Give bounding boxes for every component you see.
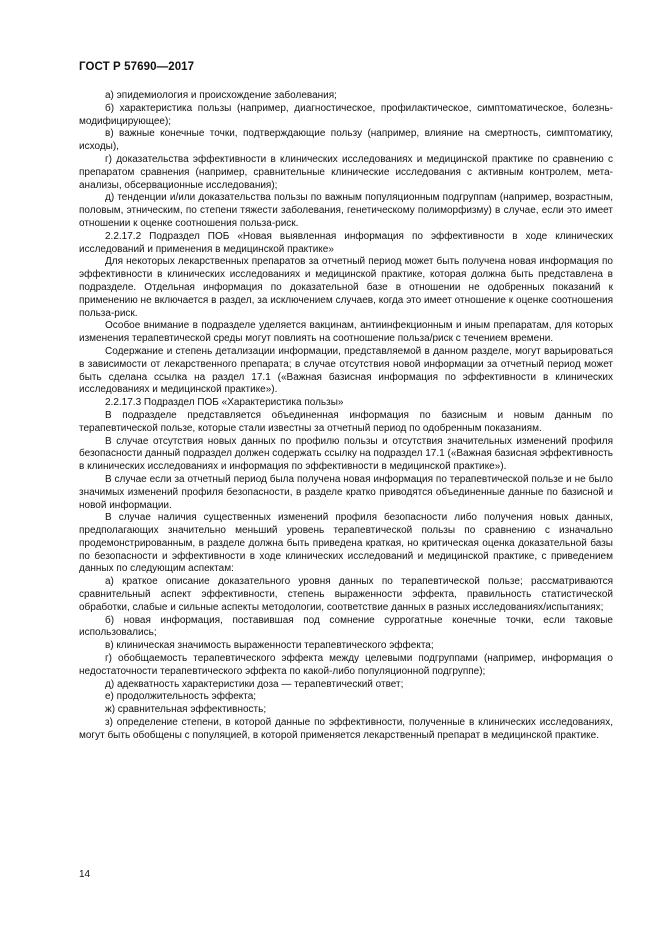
- paragraph: Содержание и степень детализации информации, представляемой в данном разделе, могут варьироваться в зависимости от лекарственного препарата; в случае отсутствия новой информации за отчетный период может быть сделана ссылка на раздел 17.1 («Важная базисная информация по эффективности в клинических исследованиях и медицинской практике»).: [79, 345, 613, 396]
- paragraph: з) определение степени, в которой данные по эффективности, полученные в клинических исследованиях, могут быть обобщены с популяцией, в которой применяется лекарственный препарат в медицинской практике.: [79, 717, 613, 741]
- paragraph: д) адекватность характеристики доза — терапевтический ответ;: [105, 678, 404, 690]
- paragraph: в) важные конечные точки, подтверждающие пользу (например, влияние на смертность, симптоматику, исходы),: [79, 128, 613, 153]
- document-body: [79, 90, 613, 743]
- paragraph: в) клиническая значимость выраженности терапевтического эффекта;: [105, 640, 434, 652]
- paragraph: а) краткое описание доказательного уровня данных по терапевтической пользе; рассматриваются сравнительный аспект эффективности, степень выраженности эффекта, правильность статистической обработки, слабые и сильные аспекты методологии, соответствие данных в разных исследованиях/испытаниях;: [79, 576, 613, 613]
- paragraph: б) новая информация, поставившая под сомнение суррогатные конечные точки, если таковые использовались;: [79, 614, 613, 639]
- section-heading: 2.2.17.2 Подраздел ПОБ «Новая выявленная информация по эффективности в ходе клинических исследований и применения в медицинской практике»: [79, 230, 613, 255]
- paragraph: В случае отсутствия новых данных по профилю пользы и отсутствия значительных изменений профиля безопасности данный подраздел должен содержать ссылку на подраздел 17.1 («Важная базисная эффективность в клинических исследованиях и информация по эффективности в медицинской практике»).: [79, 435, 613, 473]
- paragraph: В подразделе представляется объединенная информация по базисным и новым данным по терапевтической пользе, которые стали известны за отчетный период по одобренным показаниям.: [79, 409, 613, 434]
- paragraph: ж) сравнительная эффективность;: [105, 704, 267, 716]
- paragraph: б) характеристика пользы (например, диагностическое, профилактическое, симптоматическое, болезнь-модифицирующее);: [79, 102, 613, 127]
- paragraph: д) тенденции и/или доказательства пользы по важным популяционным подгруппам (например, возрастным, половым, этническим, по степени тяжести заболевания, генетическому полиморфизму) в случае, если это имеет отношении к оценке соотношения польза-риск.: [79, 192, 613, 229]
- paragraph: Для некоторых лекарственных препаратов за отчетный период может быть получена новая информация по эффективности в клинических исследованиях и медицинской практике, которая должна быть представлена в подразделе. Отдельная информация по доказательной базе в отношении не одобренных показаний к применению не включается в раздел, за исключением случаев, когда это имеет отношение к оценке соотношения польза-риск.: [79, 256, 613, 319]
- paragraph: е) продолжительность эффекта;: [105, 691, 257, 703]
- paragraph: а) эпидемиология и происхождение заболевания;: [105, 90, 337, 101]
- section-heading: 2.2.17.3 Подраздел ПОБ «Характеристика пользы»: [105, 397, 344, 409]
- paragraph: В случае наличия существенных изменений профиля безопасности либо получения новых данных, предполагающих значительно меньший уровень терапевтической пользы по сравнению с изначально продемонстрированным, в разделе должна быть приведена краткая, но критическая оценка доказательной базы по безопасности и эффективности в ходе клинических исследований и медицинской практике, с приведением данных по следующим аспектам:: [79, 512, 613, 575]
- page-number: 14: [79, 869, 91, 880]
- paragraph: В случае если за отчетный период была получена новая информация по терапевтической пользе и не было значимых изменений профиля безопасности, в разделе кратко приводятся объединенные данные по базисной и новой информации.: [79, 473, 613, 511]
- paragraph: г) обобщаемость терапевтического эффекта между целевыми подгруппами (например, информация о недостаточности терапевтического эффекта по какой-либо популяционной подгруппе);: [79, 653, 613, 677]
- paragraph: Особое внимание в подразделе уделяется вакцинам, антиинфекционным и иным препаратам, для которых изменения терапевтической среды могут повлиять на соотношение польза/риск с течением времени.: [79, 320, 613, 345]
- paragraph: г) доказательства эффективности в клинических исследованиях и медицинской практике по сравнению с препаратом сравнения (например, сравнительные клинические исследования с активным контролем, мета-анализы, обсервационные исследования);: [79, 153, 613, 191]
- document-header: ГОСТ Р 57690—2017: [79, 61, 195, 73]
